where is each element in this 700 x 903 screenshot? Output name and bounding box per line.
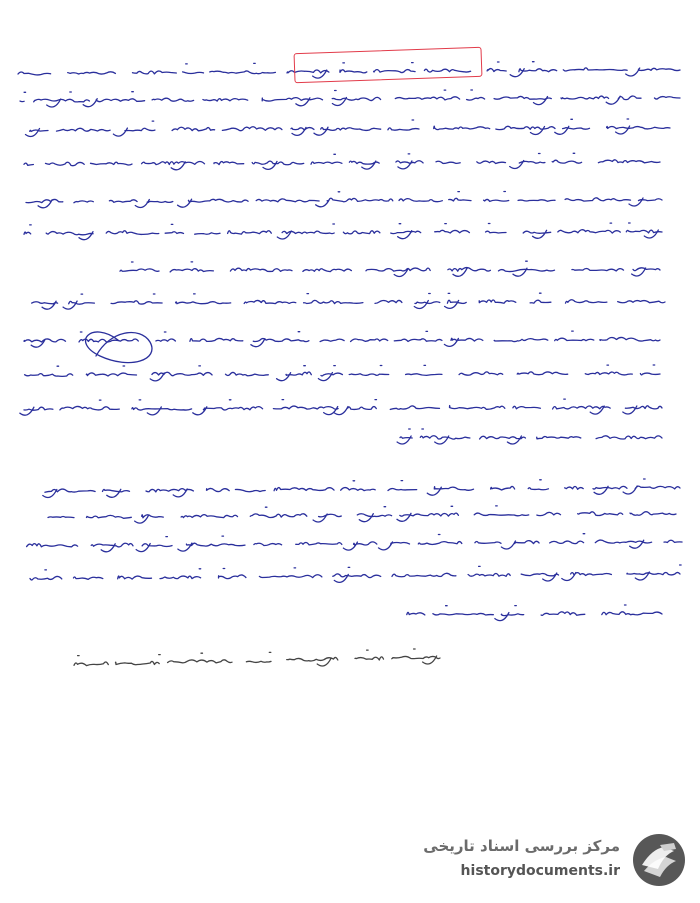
- handwritten-line-6: [24, 223, 662, 240]
- watermark-title: مرکز بررسی اسناد تاریخی: [423, 837, 620, 855]
- handwritten-line-13: [43, 479, 680, 498]
- handwritten-line-4: [24, 153, 660, 170]
- handwritten-line-14: [48, 506, 676, 523]
- handwritten-line-11: [20, 399, 662, 415]
- handwritten-line-18: [74, 649, 440, 666]
- handwritten-line-9: [24, 331, 660, 347]
- handwritten-line-17: [407, 605, 662, 621]
- handwritten-line-2: [20, 90, 680, 107]
- handwritten-line-3: [26, 119, 671, 137]
- watermark-url: historydocuments.ir: [460, 863, 620, 879]
- handwritten-line-10: [25, 365, 660, 381]
- archive-watermark: [402, 831, 692, 891]
- flourish-mark: [86, 332, 152, 363]
- handwritten-line-5: [26, 192, 662, 208]
- handwritten-line-7: [120, 261, 660, 276]
- book-emblem-icon: [630, 831, 688, 889]
- handwritten-line-15: [27, 534, 682, 552]
- handwritten-line-16: [30, 565, 681, 582]
- handwritten-line-8: [32, 293, 665, 309]
- handwritten-line-12: [397, 429, 662, 444]
